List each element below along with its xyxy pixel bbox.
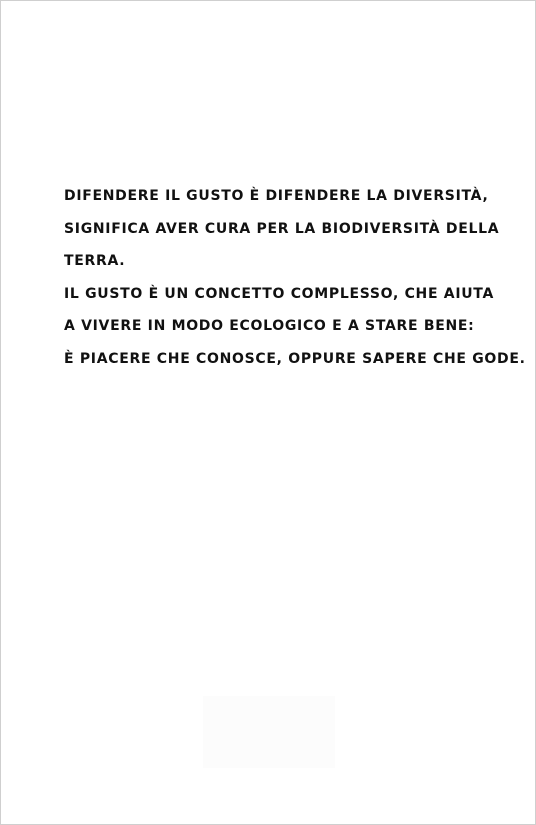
- quote-line-5: A VIVERE IN MODO ECOLOGICO E A STARE BENE:: [64, 318, 475, 334]
- quote-line-1: DIFENDERE IL GUSTO È DIFENDERE LA DIVERSITÀ,: [64, 188, 489, 204]
- faint-watermark-area: [203, 696, 335, 768]
- quote-line-6: È PIACERE CHE CONOSCE, OPPURE SAPERE CHE GODE.: [64, 350, 526, 367]
- quote-line-2: SIGNIFICA AVER CURA PER LA BIODIVERSITÀ DELLA: [64, 220, 500, 237]
- quote-text-block: [64, 184, 526, 379]
- quote-line-3: TERRA.: [64, 253, 126, 269]
- quote-line-4: IL GUSTO È UN CONCETTO COMPLESSO, CHE AIUTA: [64, 285, 495, 302]
